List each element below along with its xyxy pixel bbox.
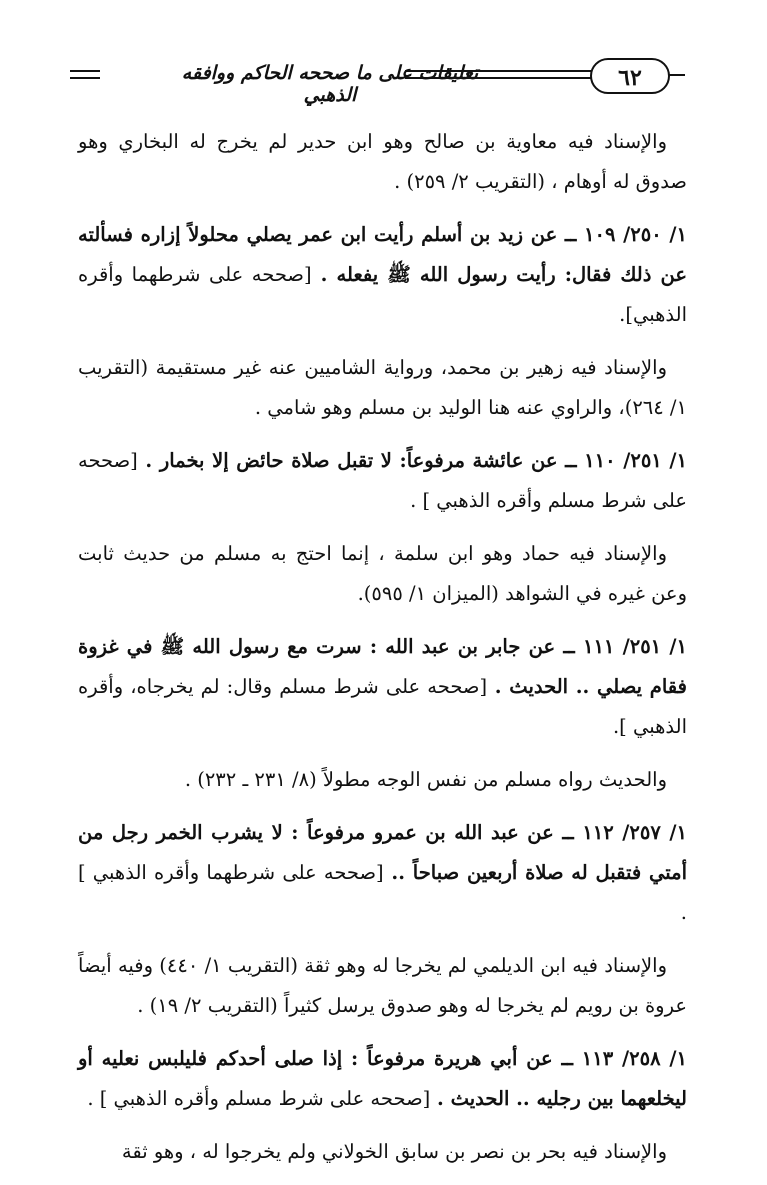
hadith-entry: [78, 627, 687, 747]
commentary-paragraph: والإسناد فيه معاوية بن صالح وهو ابن حدير لم يخرج له البخاري وهو صدوق له أوهام ، (التقريب ٢/ ٢٥٩) .: [78, 130, 687, 193]
page-header: [70, 52, 685, 106]
commentary-paragraph: والإسناد فيه بحر بن نصر بن سابق الخولاني ولم يخرجوا له ، وهو ثقة: [121, 1140, 667, 1163]
entry-reference: ١/ ٢٥٧/ ١١٢ ــ: [562, 821, 687, 844]
header-rule-end: [668, 74, 685, 76]
entry-text: عن عائشة مرفوعاً: لا تقبل صلاة حائض إلا بخمار .: [137, 449, 566, 472]
entry-ruling: [صححه على شرط مسلم وأقره الذهبي ] .: [78, 449, 687, 512]
commentary-paragraph: والإسناد فيه ابن الديلمي لم يخرجا له وهو ثقة (التقريب ١/ ٤٤٠) وفيه أيضاً عروة بن رويم لم يخرجا له وهو صدوق يرسل كثيراً (التقريب ٢/ ١٩) .: [78, 954, 687, 1017]
hadith-entry: [78, 813, 687, 933]
page-body: [78, 122, 687, 1185]
hadith-entry: [78, 441, 687, 521]
commentary-paragraph: والإسناد فيه حماد وهو ابن سلمة ، إنما احتج به مسلم من حديث ثابت وعن غيره في الشواهد (الميزان ١/ ٥٩٥).: [78, 542, 687, 605]
entry-text: عن عبد الله بن عمرو مرفوعاً : لا يشرب الخمر رجل من أمتي فتقبل له صلاة أربعين صباحاً ..: [78, 821, 687, 884]
header-rule-left-top: [70, 70, 100, 72]
entry-text: عن أبي هريرة مرفوعاً : إذا صلى أحدكم فليلبس نعليه أو ليخلعهما بين رجليه .. الحديث .: [78, 1047, 687, 1110]
commentary-paragraph: والإسناد فيه زهير بن محمد، ورواية الشاميين عنه غير مستقيمة (التقريب ١/ ٢٦٤)، والراوي عنه هنا الوليد بن مسلم وهو شامي .: [78, 356, 687, 419]
running-title: تعليقات على ما صححه الحاكم ووافقه الذهبي: [181, 62, 479, 106]
entry-ruling: [صححه على شرطهما وأقره الذهبي ] .: [78, 861, 687, 924]
entry-text: عن زيد بن أسلم رأيت ابن عمر يصلي محلولاً إزاره فسألته عن ذلك فقال: رأيت رسول الله ﷺ يفعله .: [78, 223, 687, 286]
entry-ruling: [صححه على شرط مسلم وقال: لم يخرجاه، وأقره الذهبي ].: [78, 675, 687, 738]
header-rule-right-bottom: [405, 77, 595, 79]
hadith-entry: [78, 1039, 687, 1119]
entry-text: عن جابر بن عبد الله : سرت مع رسول الله ﷺ في غزوة فقام يصلي .. الحديث .: [78, 635, 687, 698]
entry-reference: ١/ ٢٥١/ ١١١ ــ: [563, 635, 687, 658]
entry-reference: ١/ ٢٥١/ ١١٠ ــ: [565, 449, 687, 472]
entry-reference: ١/ ٢٥٨/ ١١٣ ــ: [561, 1047, 687, 1070]
entry-reference: ١/ ٢٥٠/ ١٠٩ ــ: [564, 223, 687, 246]
header-rule-right-top: [405, 70, 595, 72]
commentary-paragraph: والحديث رواه مسلم من نفس الوجه مطولاً (٨/ ٢٣١ ـ ٢٣٢) .: [184, 768, 667, 791]
header-rule-left-bottom: [70, 77, 100, 79]
page-number: ٦٢: [590, 58, 670, 94]
entry-ruling: [صححه على شرط مسلم وأقره الذهبي ] .: [87, 1087, 431, 1110]
hadith-entry: [78, 215, 687, 335]
entry-ruling: [صححه على شرطهما وأقره الذهبي].: [78, 263, 687, 326]
